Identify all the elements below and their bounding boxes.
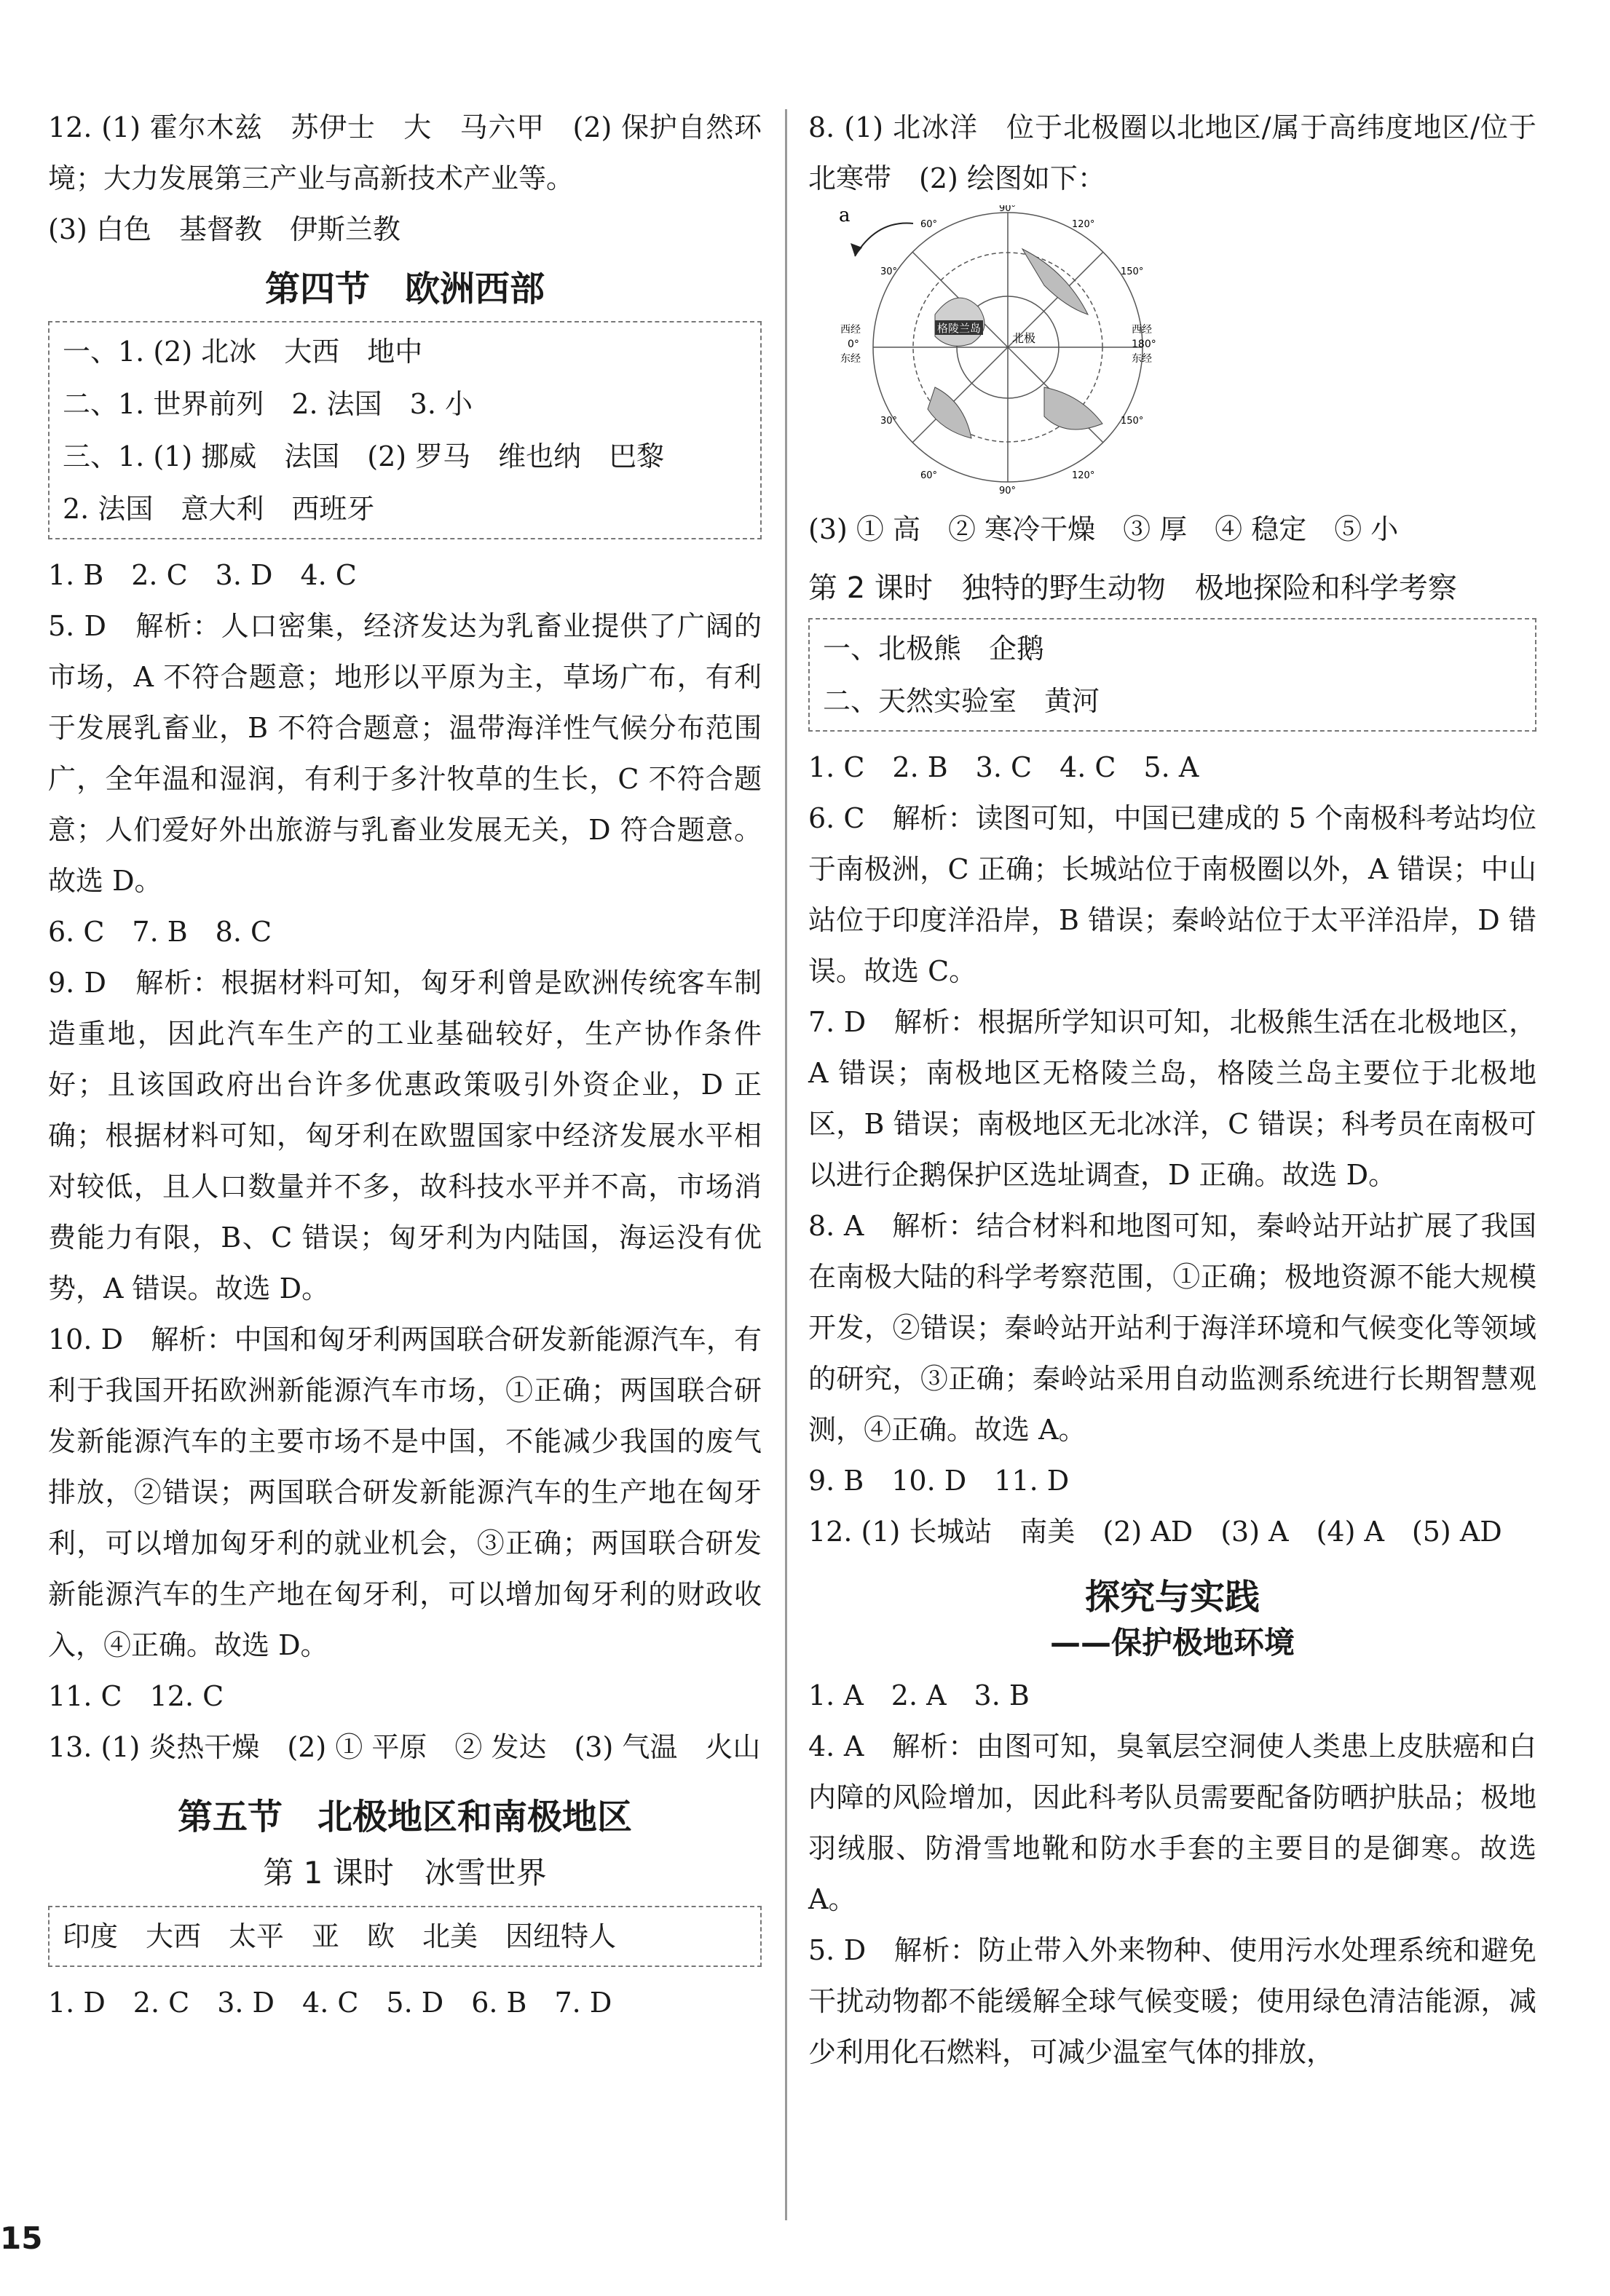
box-line: 印度 大西 太平 亚 欧 北美 因纽特人 (63, 1920, 617, 1952)
answer-10: 10. D 解析：中国和匈牙利两国联合研发新能源汽车，有利于我国开拓欧洲新能源汽车市场，①正确；两国联合研发新能源汽车的主要市场不是中国，不能减少我国的废气排放，②错误；两国联合研发新能源汽车的生产地在匈牙利，可以增加匈牙利的就业机会，③正确；两国联合研发新能源汽车的生产地在匈牙利，可以增加匈牙利的财政收入，④正确。故选 D。 (48, 1323, 762, 1661)
lesson-2-title: 第 2 课时 独特的野生动物 极地探险和科学考察 (808, 571, 1457, 605)
answer-5: 5. D 解析：人口密集，经济发达为乳畜业提供了广阔的市场，A 不符合题意；地形以平原为主，草场广布，有利于发展乳畜业，B 不符合题意；温带海洋性气候分布范围广，全年温和湿润，有利于多汁牧草的生长，C 不符合题意；人们爱好外出旅游与乳畜业发展无关，D 符合题意。故选 D。 (48, 610, 762, 897)
arrow-head-icon (851, 243, 862, 256)
answers-1-5: 1. C 2. B 3. C 4. C 5. A (808, 751, 1199, 783)
box-line: 三、1. (1) 挪威 法国 (2) 罗马 维也纳 巴黎 (63, 440, 665, 472)
practice-subtitle: ——保护极地环境 (1049, 1625, 1295, 1660)
practice-answer-5: 5. D 解析：防止带入外来物种、使用污水处理系统和避免干扰动物都不能缓解全球气候变暖；使用绿色清洁能源，减少利用化石燃料，可减少温室气体的排放， (808, 1934, 1536, 2068)
map-tick: 90° (999, 486, 1017, 496)
left-column (48, 102, 762, 2028)
map-tick: 30° (880, 266, 898, 277)
map-tick: 30° (880, 416, 898, 427)
map-right-label: 180° (1132, 339, 1156, 350)
page-number: 15 (0, 2220, 43, 2256)
box-line: 2. 法国 意大利 西班牙 (63, 493, 375, 525)
map-right-label: 西经 (1132, 324, 1152, 336)
answer-13: 13. (1) 炎热干燥 (2) ① 平原 ② 发达 (3) 气温 火山 (48, 1731, 761, 1763)
answer-8: 8. (1) 北冰洋 位于北极圈以北地区/属于高纬度地区/位于北寒带 (2) 绘图如下： (808, 111, 1536, 194)
answer-12: 12. (1) 霍尔木兹 苏伊士 大 马六甲 (2) 保护自然环境；大力发展第三产业与高新技术产业等。 (48, 111, 762, 194)
answers-11-12: 11. C 12. C (48, 1680, 224, 1712)
map-tick: 120° (1072, 470, 1095, 481)
answers-6-8: 6. C 7. B 8. C (48, 916, 272, 948)
map-tick: 120° (1072, 219, 1095, 230)
map-tick: 150° (1121, 266, 1144, 277)
answer-8-part3: (3) ① 高 ② 寒冷干燥 ③ 厚 ④ 稳定 ⑤ 小 (808, 513, 1399, 545)
box-line: 二、天然实验室 黄河 (823, 685, 1100, 717)
map-tick: 60° (920, 219, 938, 230)
answer-9: 9. D 解析：根据材料可知，匈牙利曾是欧洲传统客车制造重地，因此汽车生产的工业基础较好，生产协作条件好；且该国政府出台许多优惠政策吸引外资企业，D 正确；根据材料可知，匈牙利在欧盟国家中经济发展水平相对较低，且人口数量并不多，故科技水平并不高，市场消费能力有限，B、C 错误；匈牙利为内陆国，海运没有优势，A 错误。故选 D。 (48, 967, 762, 1305)
map-tick: 60° (920, 470, 938, 481)
lesson-1-box (48, 1906, 762, 1967)
north-pole-label: 北极 (1012, 331, 1036, 345)
arctic-map-figure (826, 205, 1161, 496)
lesson-2-box (808, 618, 1536, 732)
map-left-label: 0° (848, 339, 859, 350)
practice-answers-1-3: 1. A 2. A 3. B (808, 1679, 1030, 1711)
box-line: 一、北极熊 企鹅 (823, 633, 1045, 665)
answers-9-11: 9. B 10. D 11. D (808, 1465, 1070, 1497)
lesson-1-title: 第 1 课时 冰雪世界 (263, 1855, 547, 1891)
answers-1-4: 1. B 2. C 3. D 4. C (48, 559, 357, 591)
map-right-label: 东经 (1132, 353, 1152, 365)
answer-12: 12. (1) 长城站 南美 (2) AD (3) A (4) A (5) AD (808, 1516, 1502, 1548)
practice-answer-4: 4. A 解析：由图可知，臭氧层空洞使人类患上皮肤癌和白内障的风险增加，因此科考队员需要配备防晒护肤品；极地羽绒服、防滑雪地靴和防水手套的主要目的是御寒。故选 A。 (808, 1730, 1536, 1915)
section-4-box (48, 321, 762, 539)
column-divider (785, 109, 787, 2220)
answer-8b: 8. A 解析：结合材料和地图可知，秦岭站开站扩展了我国在南极大陆的科学考察范围，①正确；极地资源不能大规模开发，②错误；秦岭站开站利于海洋环境和气候变化等领域的研究，③正确；秦岭站采用自动监测系统进行长期智慧观测，④正确。故选 A。 (808, 1210, 1536, 1446)
map-tick: 150° (1121, 416, 1144, 427)
section-5-title: 第五节 北极地区和南极地区 (177, 1797, 632, 1837)
greenland-label: 格陵兰岛 (937, 322, 982, 335)
answers-1-7: 1. D 2. C 3. D 4. C 5. D 6. B 7. D (48, 1987, 612, 2019)
map-left-label: 西经 (840, 324, 861, 336)
map-tick: 90° (999, 205, 1017, 214)
box-line: 二、1. 世界前列 2. 法国 3. 小 (63, 388, 473, 420)
practice-title: 探究与实践 (1084, 1577, 1260, 1618)
box-line: 一、1. (2) 北冰 大西 地中 (63, 336, 423, 368)
answer-6: 6. C 解析：读图可知，中国已建成的 5 个南极科考站均位于南极洲，C 正确；长城站位于南极圈以外，A 错误；中山站位于印度洋沿岸，B 错误；秦岭站位于太平洋沿岸，D 错误。故选 C。 (808, 802, 1536, 987)
map-left-label: 东经 (840, 353, 861, 365)
arrow-label: a (839, 205, 851, 226)
direction-arrow (855, 223, 913, 256)
answer-12-part3: (3) 白色 基督教 伊斯兰教 (48, 213, 400, 245)
section-4-title: 第四节 欧洲西部 (264, 269, 545, 309)
right-column (808, 102, 1536, 2078)
answer-7: 7. D 解析：根据所学知识可知，北极熊生活在北极地区，A 错误；南极地区无格陵兰岛，格陵兰岛主要位于北极地区，B 错误；南极地区无北冰洋，C 错误；科考员在南极可以进行企鹅保护区选址调查，D 正确。故选 D。 (808, 1006, 1536, 1191)
